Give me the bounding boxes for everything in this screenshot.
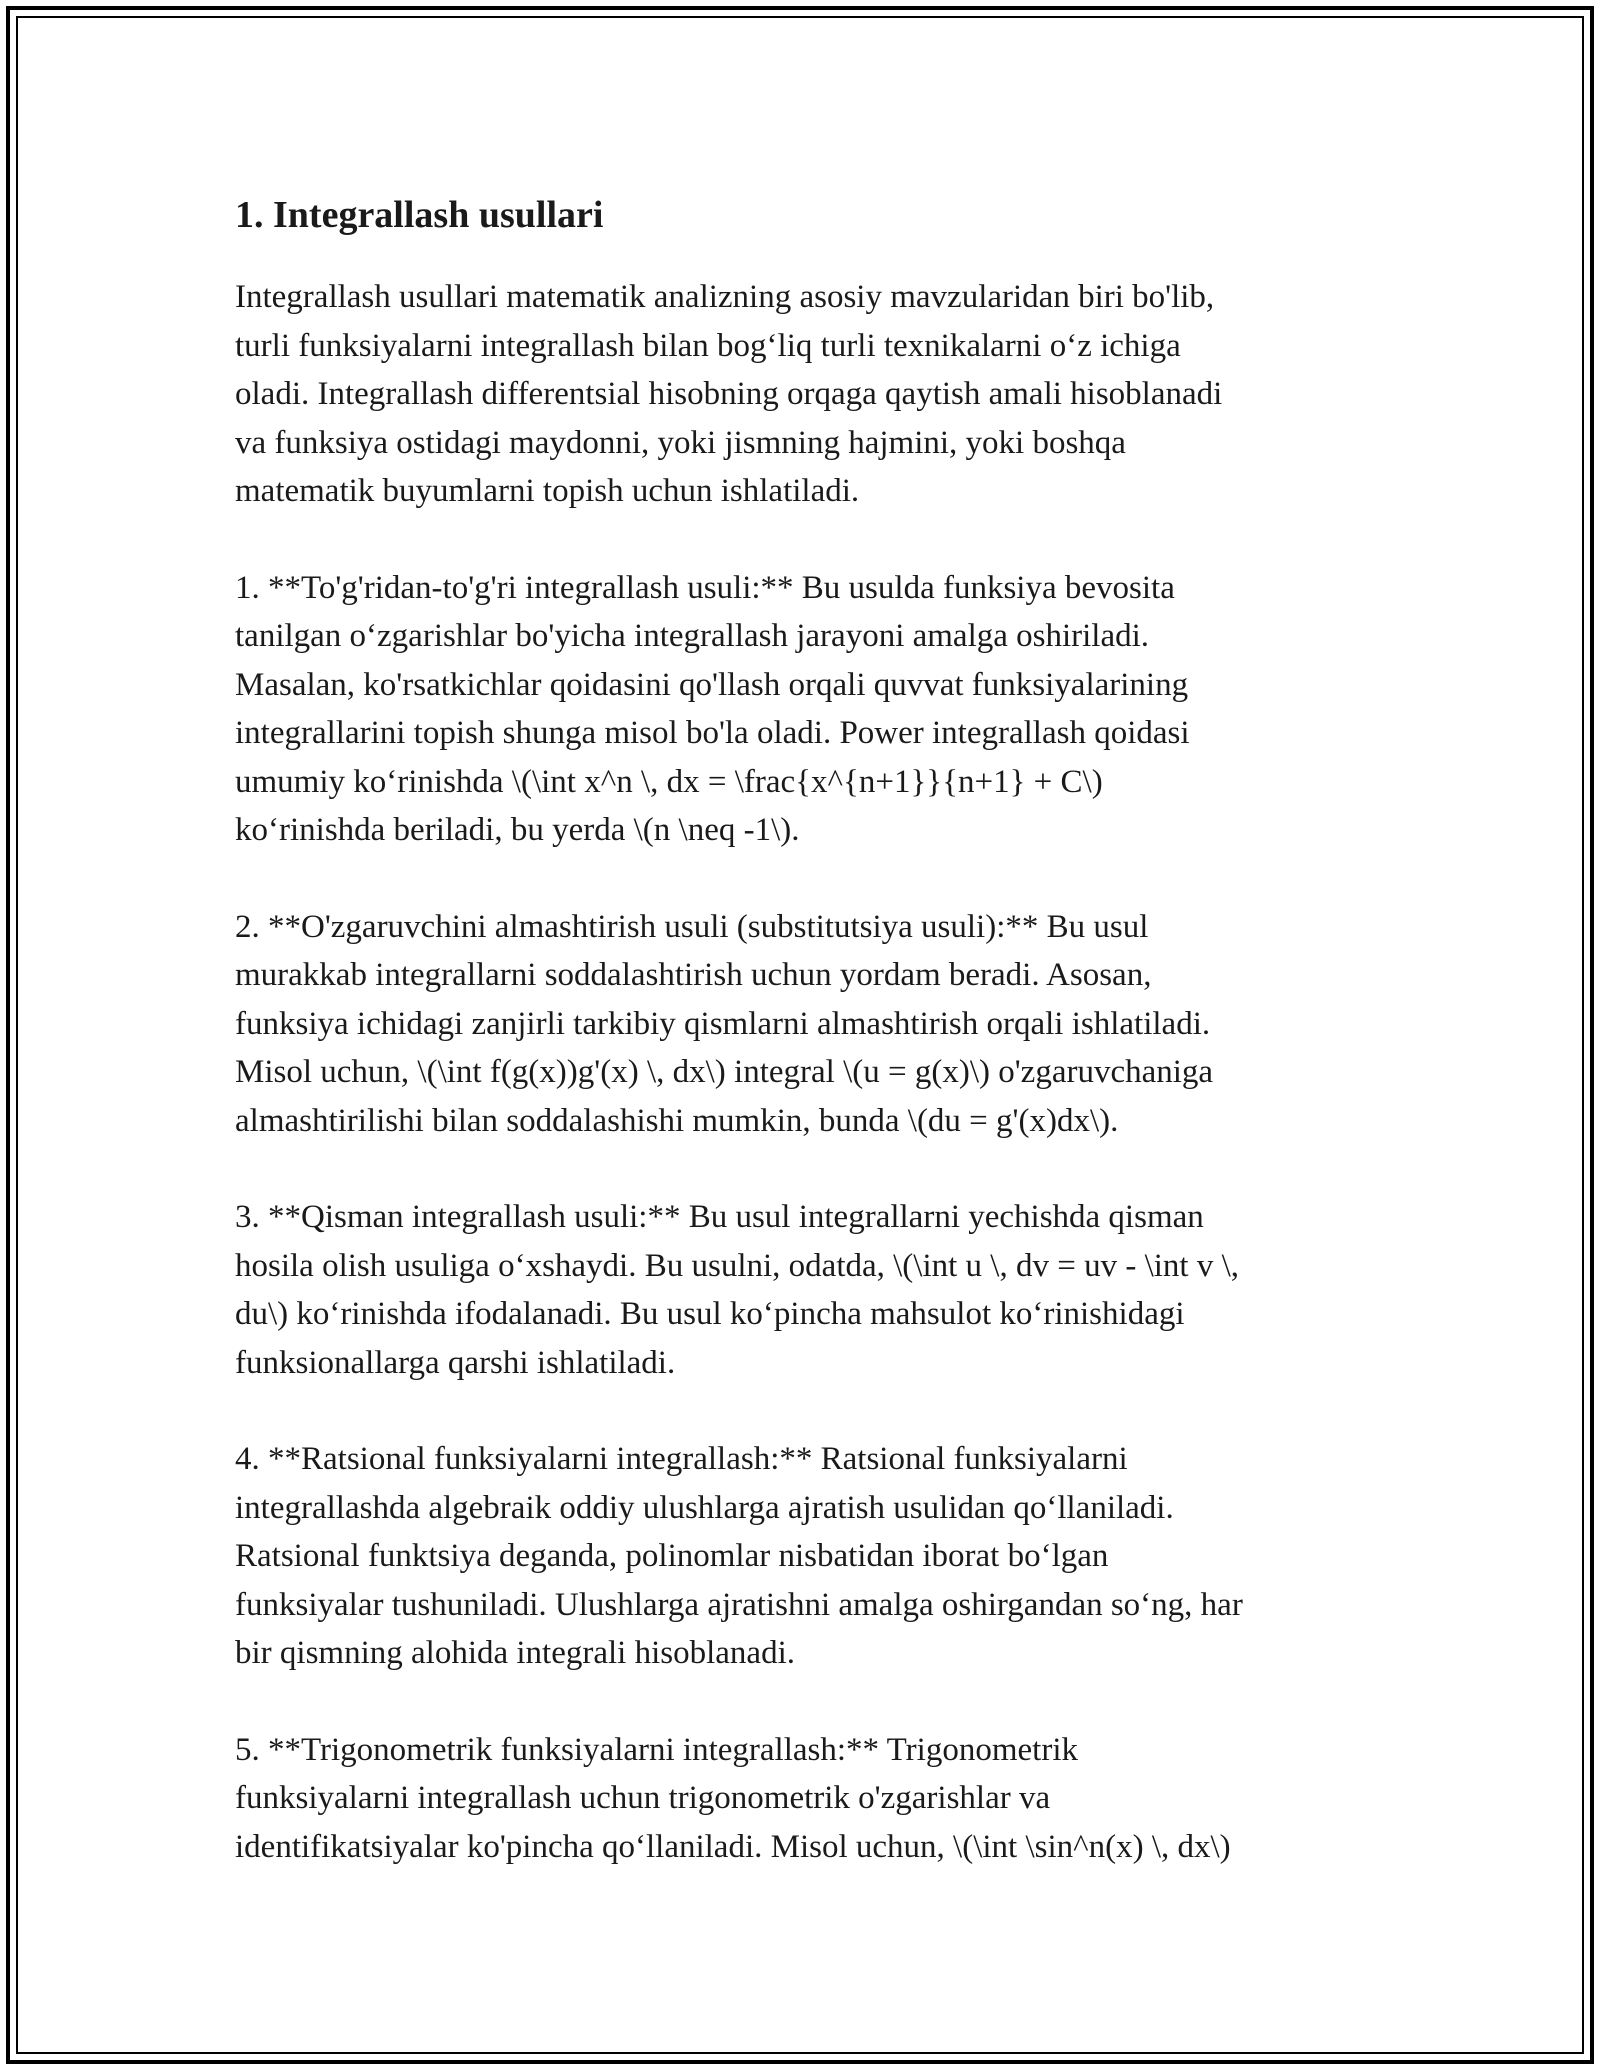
method-rational-functions: 4. **Ratsional funksiyalarni integrallash:** Ratsional funksiyalarni integrallashda algebraik oddiy ulushlarga ajratish usulidan qo‘llaniladi. Ratsional funktsiya deganda, polinomlar nisbatidan iborat bo‘lgan funksiyalar tushuniladi. Ulushlarga ajratishni amalga oshirgandan so‘ng, har bir qismning alohida integrali hisoblanadi. (235, 1441, 1243, 1671)
method-direct-integration: 1. **To'g'ridan-to'g'ri integrallash usuli:** Bu usulda funksiya bevosita tanilgan o‘zgarishlar bo'yicha integrallash jarayoni amalga oshiriladi. Masalan, ko'rsatkichlar qoidasini qo'llash orqali quvvat funksiyalarining integrallarini topish shunga misol bo'la oladi. Power integrallash qoidasi umumiy ko‘rinishda \(\int x^n \, dx = \frac{x^{n+1}}{n+1} + C\) ko‘rinishda beriladi, bu yerda \(n \neq -1\). (235, 569, 1190, 848)
method-integration-by-parts: 3. **Qisman integrallash usuli:** Bu usul integrallarni yechishda qisman hosila olish usuliga o‘xshaydi. Bu usulni, odatda, \(\int u \, dv = uv - \int v \, du\) ko‘rinishda ifodalanadi. Bu usul ko‘pincha mahsulot ko‘rinishidagi funksionallarga qarshi ishlatiladi. (235, 1199, 1239, 1381)
section-heading: 1. Integrallash usullari (235, 194, 604, 236)
document-body (235, 185, 1365, 1919)
method-trigonometric-functions: 5. **Trigonometrik funksiyalarni integrallash:** Trigonometrik funksiyalarni integrallash uchun trigonometrik o'zgarishlar va identifikatsiyalar ko'pincha qo‘llaniladi. Misol uchun, \(\int \sin^n(x) \, dx\) (235, 1731, 1231, 1865)
method-substitution: 2. **O'zgaruvchini almashtirish usuli (substitutsiya usuli):** Bu usul murakkab integrallarni soddalashtirish uchun yordam beradi. Asosan, funksiya ichidagi zanjirli tarkibiy qismlarni almashtirish orqali ishlatiladi. Misol uchun, \(\int f(g(x))g'(x) \, dx\) integral \(u = g(x)\) o'zgaruvchaniga almashtirilishi bilan soddalashishi mumkin, bunda \(du = g'(x)dx\). (235, 908, 1214, 1139)
intro-paragraph: Integrallash usullari matematik analizning asosiy mavzularidan biri bo'lib, turli funksiyalarni integrallash bilan bog‘liq turli texnikalarni o‘z ichiga oladi. Integrallash differentsial hisobning orqaga qaytish amali hisoblanadi va funksiya ostidagi maydonni, yoki jismning hajmini, yoki boshqa matematik buyumlarni topish uchun ishlatiladi. (235, 279, 1223, 509)
